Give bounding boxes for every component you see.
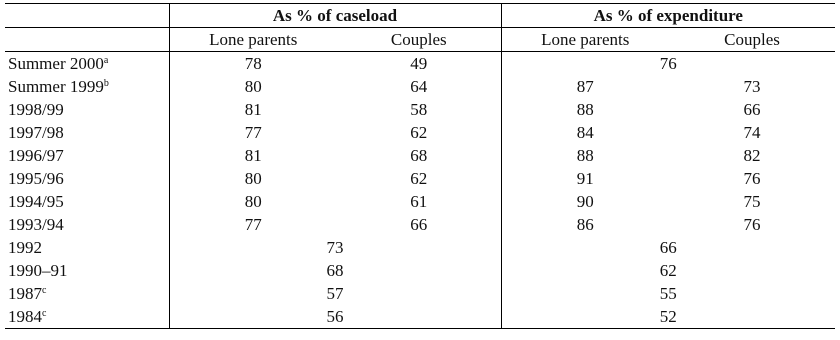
row-label bbox=[5, 52, 169, 76]
caseload-couples-cell: 66 bbox=[410, 215, 428, 234]
table-header bbox=[5, 4, 835, 52]
expenditure-couples-cell: 82 bbox=[743, 146, 761, 165]
table-body bbox=[5, 52, 835, 329]
row-label bbox=[5, 236, 169, 259]
caseload-combined-cell: 57 bbox=[169, 282, 501, 305]
expenditure-combined-cell: 52 bbox=[501, 305, 835, 329]
row-label bbox=[5, 213, 169, 236]
expenditure-couples-cell: 76 bbox=[743, 169, 761, 188]
expenditure-combined-cell: 76 bbox=[501, 52, 835, 76]
subheader-caseload-couples: Couples bbox=[337, 28, 501, 52]
table-row bbox=[5, 213, 835, 236]
caseload-couples-cell: 68 bbox=[410, 146, 428, 165]
table-row bbox=[5, 121, 835, 144]
caseload-lone-parents-cell: 78 bbox=[169, 52, 337, 76]
table-row bbox=[5, 167, 835, 190]
table-row bbox=[5, 305, 835, 329]
footnote-marker: c bbox=[42, 285, 47, 296]
row-label-text: 1994/95 bbox=[8, 192, 64, 211]
expenditure-couples-cell: 76 bbox=[743, 215, 761, 234]
caseload-couples-cell: 62 bbox=[410, 123, 428, 142]
footnote-marker: b bbox=[103, 78, 109, 89]
caseload-lone-parents-cell: 80 bbox=[169, 190, 337, 213]
row-label bbox=[5, 282, 169, 305]
row-label-text: 1990–91 bbox=[8, 261, 68, 280]
expenditure-lone-parents-cell: 84 bbox=[501, 121, 669, 144]
caseload-couples-cell: 58 bbox=[410, 100, 428, 119]
subheader-expenditure-couples: Couples bbox=[669, 28, 835, 52]
row-label bbox=[5, 121, 169, 144]
caseload-couples-cell: 61 bbox=[410, 192, 428, 211]
expenditure-lone-parents-cell: 88 bbox=[501, 144, 669, 167]
expenditure-combined-cell: 62 bbox=[501, 259, 835, 282]
caseload-lone-parents-cell: 80 bbox=[169, 75, 337, 98]
footnote-marker: a bbox=[103, 55, 109, 66]
header-expenditure: As % of expenditure bbox=[501, 4, 835, 28]
table-row bbox=[5, 144, 835, 167]
subheader-caseload-lone-parents: Lone parents bbox=[169, 28, 337, 52]
row-label-text: 1995/96 bbox=[8, 169, 64, 188]
row-label-text: 1996/97 bbox=[8, 146, 64, 165]
table-row bbox=[5, 98, 835, 121]
header-subgroup-row bbox=[5, 28, 835, 52]
expenditure-lone-parents-cell: 88 bbox=[501, 98, 669, 121]
header-caseload: As % of caseload bbox=[169, 4, 501, 28]
row-label-text: Summer 2000 bbox=[8, 54, 104, 73]
caseload-lone-parents-cell: 77 bbox=[169, 213, 337, 236]
row-label bbox=[5, 167, 169, 190]
caseload-couples-cell: 62 bbox=[410, 169, 428, 188]
caseload-lone-parents-cell: 77 bbox=[169, 121, 337, 144]
row-label-text: 1984 bbox=[8, 307, 42, 326]
row-label bbox=[5, 305, 169, 329]
table-row bbox=[5, 75, 835, 98]
expenditure-couples-cell: 74 bbox=[743, 123, 761, 142]
row-label bbox=[5, 259, 169, 282]
row-label bbox=[5, 190, 169, 213]
subheader-corner-cell bbox=[5, 28, 169, 52]
footnote-marker: c bbox=[42, 308, 47, 319]
caseload-lone-parents-cell: 80 bbox=[169, 167, 337, 190]
expenditure-combined-cell: 66 bbox=[501, 236, 835, 259]
expenditure-lone-parents-cell: 91 bbox=[501, 167, 669, 190]
row-label bbox=[5, 144, 169, 167]
row-label-text: 1993/94 bbox=[8, 215, 64, 234]
table-row bbox=[5, 259, 835, 282]
caseload-lone-parents-cell: 81 bbox=[169, 144, 337, 167]
header-group-row bbox=[5, 4, 835, 28]
row-label-text: Summer 1999 bbox=[8, 77, 104, 96]
row-label-text: 1997/98 bbox=[8, 123, 64, 142]
table-row bbox=[5, 282, 835, 305]
row-label-text: 1987 bbox=[8, 284, 42, 303]
subheader-expenditure-lone-parents: Lone parents bbox=[501, 28, 669, 52]
expenditure-lone-parents-cell: 87 bbox=[501, 75, 669, 98]
expenditure-lone-parents-cell: 86 bbox=[501, 213, 669, 236]
row-label-text: 1992 bbox=[8, 238, 42, 257]
table-row bbox=[5, 52, 835, 76]
expenditure-lone-parents-cell: 90 bbox=[501, 190, 669, 213]
table-row bbox=[5, 190, 835, 213]
row-label bbox=[5, 98, 169, 121]
expenditure-couples-cell: 73 bbox=[743, 77, 761, 96]
caseload-combined-cell: 68 bbox=[169, 259, 501, 282]
data-table bbox=[5, 3, 835, 329]
caseload-couples-cell: 49 bbox=[410, 54, 428, 73]
caseload-lone-parents-cell: 81 bbox=[169, 98, 337, 121]
expenditure-couples-cell: 66 bbox=[743, 100, 761, 119]
caseload-combined-cell: 56 bbox=[169, 305, 501, 329]
row-label-text: 1998/99 bbox=[8, 100, 64, 119]
header-corner-cell bbox=[5, 4, 169, 28]
expenditure-couples-cell: 75 bbox=[743, 192, 761, 211]
row-label bbox=[5, 75, 169, 98]
caseload-combined-cell: 73 bbox=[169, 236, 501, 259]
caseload-couples-cell: 64 bbox=[410, 77, 428, 96]
expenditure-combined-cell: 55 bbox=[501, 282, 835, 305]
table-row bbox=[5, 236, 835, 259]
